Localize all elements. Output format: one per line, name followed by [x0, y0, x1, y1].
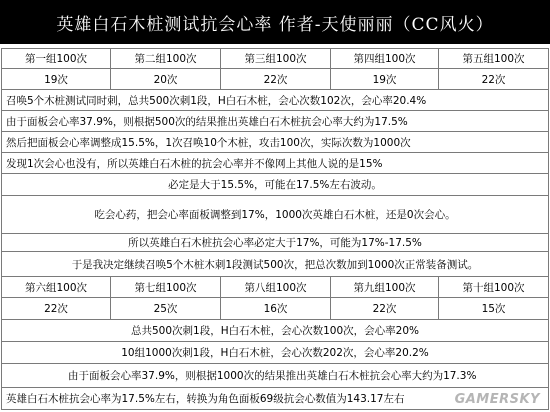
note-row [1, 90, 549, 111]
group-value-cell: 25次 [111, 298, 221, 320]
group-value-cell: 22次 [331, 298, 439, 320]
group-header-cell: 第五组100次 [439, 48, 549, 69]
page-title: 英雄白石木桩测试抗会心率 作者-天使丽丽（CC风火） [0, 0, 550, 44]
group-header-cell: 第八组100次 [221, 277, 331, 298]
group-value-row-top [1, 69, 549, 90]
note-row [1, 196, 549, 234]
note-text: 10组1000次刺1段，H白石木桩，会心次数202次，会心率20.2% [1, 342, 549, 364]
note-text: 由于面板会心率37.9%，则根据500次的结果推出英雄白石木桩抗会心率大约为17.5% [1, 111, 549, 132]
group-value-row-bottom [1, 298, 549, 320]
group-value-cell: 15次 [439, 298, 549, 320]
group-value-cell: 16次 [221, 298, 331, 320]
note-text: 必定是大于15.5%，可能在17.5%左右波动。 [1, 174, 549, 196]
note-text: 吃会心药，把会心率面板调整到17%，1000次英雄白石木桩，还是0次会心。 [1, 196, 549, 234]
group-header-row-top [1, 48, 549, 69]
group-value-cell: 19次 [331, 69, 439, 90]
note-row [1, 153, 549, 174]
note-row [1, 174, 549, 196]
note-row [1, 320, 549, 342]
group-header-cell: 第三组100次 [221, 48, 331, 69]
note-text: 召唤5个木桩测试同时刺，总共500次刺1段，H白石木桩，会心次数102次，会心率20.4% [1, 90, 549, 111]
group-value-cell: 22次 [439, 69, 549, 90]
group-header-cell: 第六组100次 [1, 277, 111, 298]
note-text: 由于面板会心率37.9%，则根据1000次的结果推出英雄白石木桩抗会心率大约为17.3% [1, 364, 549, 388]
group-header-cell: 第九组100次 [331, 277, 439, 298]
note-row [1, 234, 549, 252]
note-row [1, 132, 549, 153]
note-row [1, 111, 549, 132]
group-value-cell: 19次 [1, 69, 111, 90]
note-text: 发现1次会心也没有，所以英雄白石木桩的抗会心率并不像网上其他人说的是15% [1, 153, 549, 174]
note-row [1, 252, 549, 277]
watermark-logo: GAMERSKY [454, 392, 540, 407]
group-header-row-bottom [1, 277, 549, 298]
note-text: 然后把面板会心率调整成15.5%，1次召唤10个木桩，攻击100次，实际次数为1000次 [1, 132, 549, 153]
note-row [1, 342, 549, 364]
note-text: 英雄白石木桩抗会心率为17.5%左右，转换为角色面板69级抗会心数值为143.17左右 [1, 388, 549, 410]
group-header-cell: 第一组100次 [1, 48, 111, 69]
note-row [1, 364, 549, 388]
group-value-cell: 22次 [221, 69, 331, 90]
group-header-cell: 第四组100次 [331, 48, 439, 69]
note-text: 总共500次刺1段，H白石木桩，会心次数100次，会心率20% [1, 320, 549, 342]
group-value-cell: 22次 [1, 298, 111, 320]
note-text: 所以英雄白石木桩抗会心率必定大于17%，可能为17%-17.5% [1, 234, 549, 252]
group-header-cell: 第七组100次 [111, 277, 221, 298]
group-header-cell: 第二组100次 [111, 48, 221, 69]
group-value-cell: 20次 [111, 69, 221, 90]
group-header-cell: 第十组100次 [439, 277, 549, 298]
note-text: 于是我决定继续召唤5个木桩木刺1段测试500次，把总次数加到1000次正常装备测试。 [1, 252, 549, 277]
